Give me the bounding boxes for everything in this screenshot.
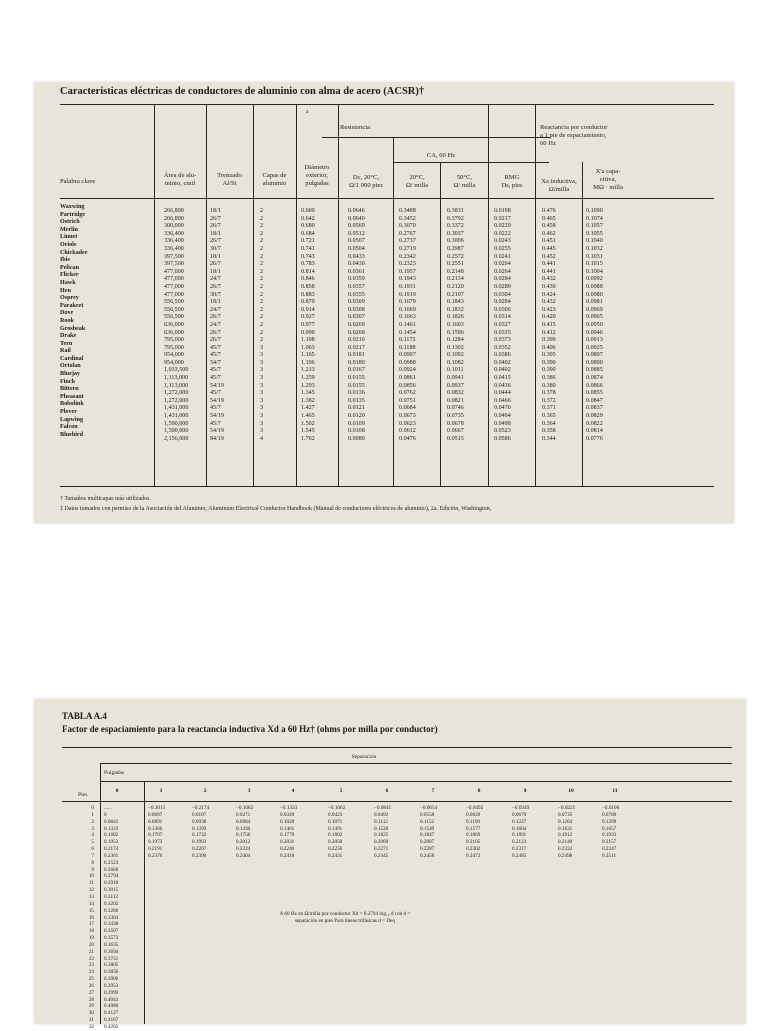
header-diameter: Diámetro exterior, pulgadas: [304, 164, 330, 187]
gmr-column: 0.0198 0.0217 0.0229 0.0222 0.0243 0.0255 0.0241 0.0264 0.0264 0.0284 0.0289 0.0304 0.0284 0.0306 0.0314 0.0327 0.0335 0.0373 0.0352 0.0386 0.0402 0.0402 0.0415 0.0436 0.0444 0.0466 0.0470 0.0494 0.0498 0.0523 0.0586: [494, 208, 511, 442]
dc20-column: 0.0646 0.0640 0.0569 0.0512 0.0507 0.0504 0.0433 0.0430 0.0361 0.0359 0.0357 0.0355 0.0309 0.0308 0.0307 0.0269 0.0268 0.0216 0.0217 0.0181 0.0180 0.0167 0.0155 0.0155 0.0136 0.0135 0.0121 0.0120 0.0109 0.0108 0.0080: [348, 208, 365, 442]
area-column: 266,800 266,800 300,000 336,400 336,400 336,400 397,500 397,500 477,000 477,000 477,000 477,000 556,500 556,500 556,500 636,000 636,000 795,000 795,000 954,000 954,000 1,033,500 1,113,000 1,113,000 1,272,000 1,272,000 1,431,000 1,431,000 1,590,000 1,590,000 2,156,000: [164, 208, 189, 442]
feet-column: 0 1 2 3 4 5 6 7 8 9 10 11 12 13 14 15 16 17 18 19 20 21 22 23 24 25 26 27 28 29 30 31 32: [88, 805, 94, 1030]
ac50-column: 0.3831 0.3792 0.3372 0.3037 0.3006 0.2987 0.2572 0.2551 0.2148 0.2134 0.2120 0.2107 0.1843 0.1832 0.1826 0.1603 0.1596 0.1284 0.1302 0.1092 0.1082 0.1011 0.0941 0.0937 0.0832 0.0821 0.0746 0.0735 0.0678 0.0667 0.0515: [447, 208, 464, 442]
inch-column-0: ...... 0 0.0841 0.1333 0.1682 0.1953 0.2174 0.2361 0.2523 0.2666 0.2794 0.2910 0.3015 0.3112 0.3202 0.3286 0.3364 0.3438 0.3507 0.3573 0.3635 0.3694 0.3751 0.3805 0.3856 0.3906 0.3953 0.3999 0.4043 0.4086 0.4127 0.4167 0.4205: [104, 805, 119, 1030]
table1-rule-header: [60, 198, 714, 199]
header-ac60: CA, 60 Hz: [426, 152, 456, 159]
table1-vline: [296, 104, 297, 486]
inch-column-2: −0.2174 0.0187 0.0938 0.1399 0.1732 0.1993 0.2207 0.2390: [192, 805, 210, 859]
table2-vline: [144, 781, 145, 1024]
inch-column-7: −0.0654 0.0558 0.1152 0.1549 0.1847 0.2087 0.2287 0.2458: [420, 805, 438, 859]
table1-rule-ac: [393, 162, 549, 163]
inch-header-10: 10: [568, 788, 574, 794]
footnote-2: ‡ Datos tomados con permiso de la Asociación del Aluminio, Aluminum Electrical Conductor Handbook (Manual de conductores eléctricos de aluminio), 2a. Edición, Washington,: [60, 506, 492, 512]
acsr-table-photo: [34, 82, 734, 523]
header-xc: X'a capa- citiva, MΩ · milla: [593, 168, 623, 191]
inch-header-1: 1: [159, 788, 163, 794]
header-gmr: RMG Ds, pies: [501, 174, 523, 189]
inch-header-11: 11: [612, 788, 618, 794]
table1-vline: [440, 162, 441, 486]
stranding-column: 18/1 26/7 26/7 18/1 26/7 30/7 18/1 26/7 18/1 24/7 26/7 30/7 18/1 24/7 26/7 24/7 26/7 26/7 45/7 45/7 54/7 45/7 45/7 54/19 45/7 54/19 45/7 54/19 45/7 54/19 84/19: [210, 208, 224, 442]
inch-column-1: −0.3015 0.0097 0.0891 0.1366 0.1707 0.1973 0.2191 0.2376: [148, 805, 166, 859]
header-ac20: 20°C, Ω/ milla: [406, 174, 428, 189]
table2-label: TABLA A.4: [62, 711, 107, 721]
table2-rule-top: [62, 747, 732, 748]
table1-vline: [582, 162, 583, 486]
header-xa: Xa inductiva, Ω/milla: [541, 178, 577, 193]
separation-header: Separación: [351, 754, 377, 760]
feet-header: Pies: [78, 792, 88, 798]
inches-header: Pulgadas: [104, 770, 125, 776]
table2-title: Factor de espaciamiento para la reactancia inductiva Xd a 60 Hz† (ohms por milla por conductor): [62, 724, 438, 734]
inch-header-2: 2: [203, 788, 207, 794]
table1-rule-resistance: [322, 137, 550, 138]
table2-vline: [100, 763, 101, 1024]
diameter-column: 0.609 0.642 0.680 0.684 0.721 0.741 0.743 0.783 0.814 0.846 0.858 0.883 0.879 0.914 0.927 0.977 0.990 1.108 1.063 1.165 1.196 1.213 1.259 1.293 1.345 1.382 1.427 1.465 1.502 1.545 1.762: [301, 208, 315, 442]
inch-column-4: −0.1333 0.0349 0.1028 0.1461 0.1779 0.2031 0.2240 0.2418: [280, 805, 298, 859]
inch-column-5: −0.1062 0.0423 0.1071 0.1491 0.1802 0.2050 0.2256 0.2431: [328, 805, 346, 859]
inch-header-7: 7: [431, 788, 435, 794]
inch-header-9: 9: [523, 788, 527, 794]
header-dc20: Dc, 20°C, Ω/1 000 pies: [349, 174, 383, 189]
inch-column-10: −0.0221 0.0735 0.1264 0.1631 0.1912 0.2140 0.2332 0.2498: [558, 805, 576, 859]
inch-column-9: −0.0349 0.0679 0.1227 0.1604 0.1891 0.2123 0.2317 0.2485: [512, 805, 530, 859]
table1-rule-bottom: [60, 486, 714, 487]
inch-header-3: 3: [247, 788, 251, 794]
header-area: Área de alu- minio, cmil: [163, 172, 197, 187]
table2-rule-separation: [100, 763, 732, 764]
header-resistance: Resistencia: [340, 124, 371, 131]
header-layers: Capas de aluminio: [262, 172, 287, 187]
header-code-word: Palabra clave: [60, 178, 96, 185]
table1-vline: [338, 104, 339, 486]
inch-column-3: −0.1682 0.0271 0.0984 0.1430 0.1756 0.2012 0.2224 0.2404: [236, 805, 254, 859]
table1-vline: [488, 104, 489, 486]
table2-rule-inches: [100, 781, 732, 782]
header-ac50: 50°C, Ω/ milla: [453, 174, 476, 189]
inch-header-4: 4: [291, 788, 295, 794]
header-reactance: Reactancia por conductor a 1 pie de espaciamiento, 60 Hz: [540, 124, 608, 147]
spacing-table-photo: [34, 699, 746, 1030]
ac20-column: 0.3488 0.3452 0.3070 0.2767 0.2737 0.2719 0.2342 0.2323 0.1957 0.1943 0.1931 0.1919 0.1679 0.1669 0.1663 0.1461 0.1454 0.1172 0.1188 0.0997 0.0988 0.0924 0.0861 0.0856 0.0762 0.0751 0.0684 0.0673 0.0623 0.0612 0.0476: [399, 208, 416, 442]
table1-vline: [535, 104, 536, 486]
xc-column: 0.1090 0.1074 0.1057 0.1055 0.1040 0.1032 0.1031 0.1015 0.1004 0.0992 0.0988 0.0980 0.0981 0.0969 0.0965 0.0950 0.0946 0.0913 0.0925 0.0897 0.0890 0.0885 0.0874 0.0866 0.0855 0.0847 0.0837 0.0829 0.0822 0.0814 0.0776: [586, 208, 603, 442]
inch-header-8: 8: [477, 788, 481, 794]
inch-column-8: −0.0492 0.0620 0.1190 0.1577 0.1869 0.2105 0.2302 0.2472: [466, 805, 484, 859]
inch-header-5: 5: [339, 788, 343, 794]
xa-column: 0.476 0.465 0.458 0.462 0.451 0.445 0.452 0.441 0.441 0.432 0.430 0.424 0.432 0.423 0.420 0.415 0.412 0.399 0.406 0.395 0.390 0.390 0.386 0.380 0.378 0.372 0.371 0.365 0.364 0.358 0.344: [542, 208, 556, 442]
table2-rule-header: [62, 801, 732, 802]
header-stranding: Trenzado Al/St: [217, 172, 242, 187]
footnote-1: † Tamaños multicapas más utilizados.: [60, 496, 151, 502]
table1-title: Características eléctricas de conductores de aluminio con alma de acero (ACSR)†: [60, 86, 425, 97]
formula-note: A 60 Hz en Ω/milla por conductor Xd = 0.2794 log₁₀ d con d = separación en pies Para líneas trifásicas d = Deq: [279, 911, 411, 924]
table1-head-marker: a: [306, 109, 309, 115]
table1-vline: [154, 104, 155, 486]
inch-header-6: 6: [385, 788, 389, 794]
inch-header-0: 0: [115, 788, 119, 794]
table1-vline: [206, 104, 207, 486]
inch-column-11: −0.0106 0.0789 0.1299 0.1657 0.1933 0.2157 0.2347 0.2511: [602, 805, 620, 859]
code-word-column: Waxwing Partridge Ostrich Merlin Linnet Oriole Chickadee Ibis Pelican Flicker Hawk Hen Osprey Parakeet Dove Rook Grosbeak Drake Tern Rail Cardinal Ortolan Bluejay Finch Bittern Pheasant Bobolink Plover Lapwing Falcon Bluebird: [60, 204, 88, 438]
table1-rule-top: [60, 104, 714, 105]
inch-column-6: −0.0841 0.0492 0.1112 0.1520 0.1825 0.2069 0.2271 0.2445: [374, 805, 392, 859]
table1-vline: [253, 104, 254, 486]
layers-column: 2 2 2 2 2 2 2 2 2 2 2 2 2 2 2 2 2 2 3 3 3 3 3 3 3 3 3 3 3 3 4: [260, 208, 264, 442]
